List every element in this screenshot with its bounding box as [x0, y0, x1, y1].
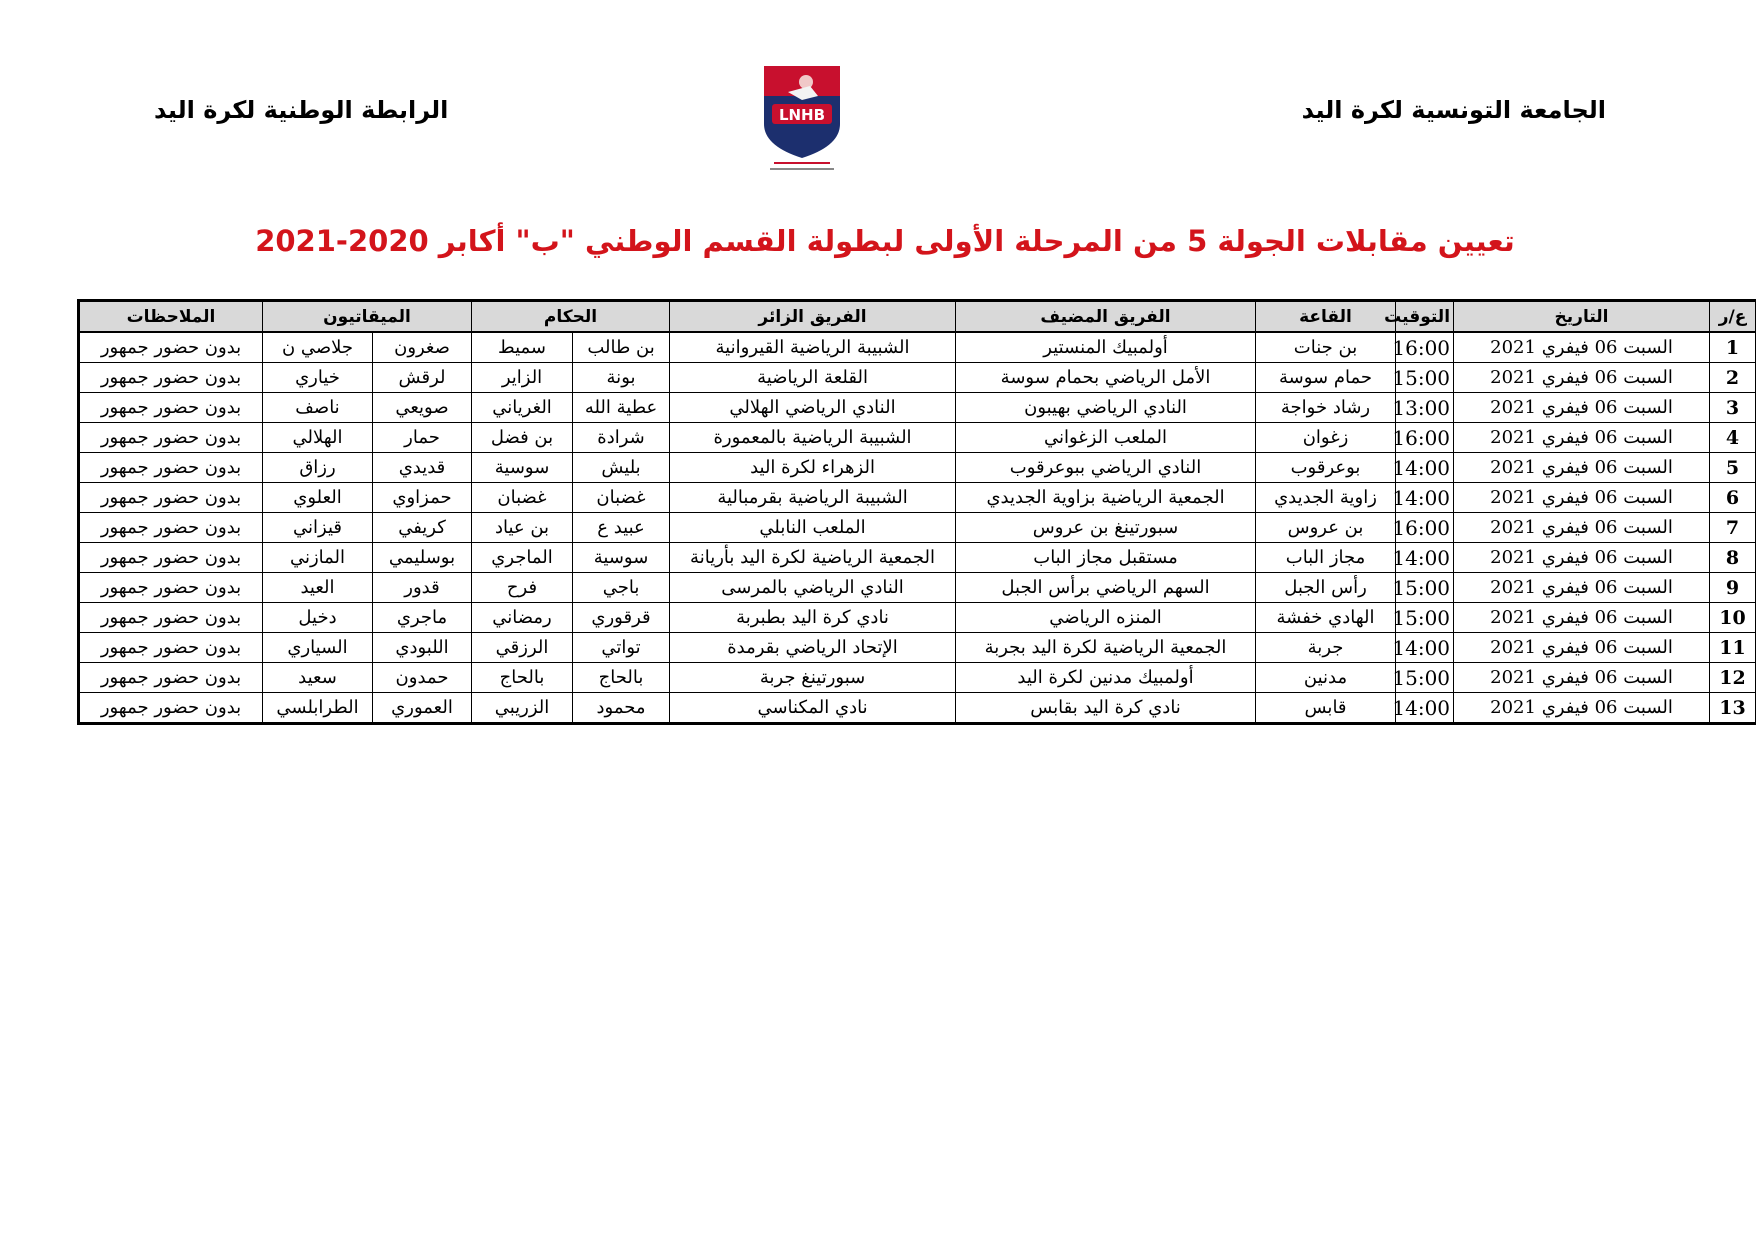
cell-timekeeper-1: لرقش [373, 363, 472, 393]
cell-venue: زغوان [1256, 423, 1396, 453]
table-row [79, 573, 1756, 603]
cell-away-team: سبورتينغ جربة [670, 663, 956, 693]
cell-time: 14:00 [1396, 633, 1454, 663]
page-title: تعيين مقابلات الجولة 5 من المرحلة الأولى لبطولة القسم الوطني "ب" أكابر 2020-2021 [255, 224, 1515, 258]
cell-venue: مدنين [1256, 663, 1396, 693]
cell-away-team: الإتحاد الرياضي بقرمدة [670, 633, 956, 663]
cell-home-team: الجمعية الرياضية بزاوية الجديدي [956, 483, 1256, 513]
cell-venue: حمام سوسة [1256, 363, 1396, 393]
cell-date: السبت 06 فيفري 2021 [1454, 483, 1710, 513]
cell-time: 15:00 [1396, 663, 1454, 693]
cell-notes: بدون حضور جمهور [79, 483, 263, 513]
cell-date: السبت 06 فيفري 2021 [1454, 363, 1710, 393]
federation-name: الجامعة التونسية لكرة اليد [1301, 96, 1606, 124]
cell-num: 10 [1710, 603, 1756, 633]
cell-timekeeper-2: الهلالي [263, 423, 373, 453]
cell-home-team: الجمعية الرياضية لكرة اليد بجربة [956, 633, 1256, 663]
cell-venue: رأس الجبل [1256, 573, 1396, 603]
cell-num: 6 [1710, 483, 1756, 513]
cell-num: 11 [1710, 633, 1756, 663]
cell-notes: بدون حضور جمهور [79, 393, 263, 423]
cell-home-team: الأمل الرياضي بحمام سوسة [956, 363, 1256, 393]
logo-text: LNHB [778, 106, 826, 124]
cell-timekeeper-2: العلوي [263, 483, 373, 513]
cell-time: 15:00 [1396, 363, 1454, 393]
cell-timekeeper-1: حمار [373, 423, 472, 453]
cell-time: 14:00 [1396, 483, 1454, 513]
cell-date: السبت 06 فيفري 2021 [1454, 453, 1710, 483]
table-row [79, 543, 1756, 573]
cell-away-team: نادي كرة اليد بطبربة [670, 603, 956, 633]
header-referees: الحكام [472, 301, 670, 333]
cell-num: 7 [1710, 513, 1756, 543]
cell-num: 12 [1710, 663, 1756, 693]
cell-time: 14:00 [1396, 453, 1454, 483]
cell-num: 9 [1710, 573, 1756, 603]
cell-referee-1: باجي [573, 573, 670, 603]
table-row [79, 423, 1756, 453]
cell-notes: بدون حضور جمهور [79, 693, 263, 724]
cell-venue: بن عروس [1256, 513, 1396, 543]
cell-referee-2: غضبان [472, 483, 573, 513]
cell-referee-2: الرزقي [472, 633, 573, 663]
cell-referee-2: سوسية [472, 453, 573, 483]
cell-home-team: مستقبل مجاز الباب [956, 543, 1256, 573]
cell-home-team: المنزه الرياضي [956, 603, 1256, 633]
league-name: الرابطة الوطنية لكرة اليد [154, 96, 449, 124]
cell-referee-2: فرح [472, 573, 573, 603]
cell-date: السبت 06 فيفري 2021 [1454, 513, 1710, 543]
cell-away-team: النادي الرياضي بالمرسى [670, 573, 956, 603]
cell-num: 4 [1710, 423, 1756, 453]
cell-timekeeper-1: قدور [373, 573, 472, 603]
cell-venue: رشاد خواجة [1256, 393, 1396, 423]
cell-num: 3 [1710, 393, 1756, 423]
cell-referee-1: تواتي [573, 633, 670, 663]
table-row [79, 603, 1756, 633]
cell-time: 13:00 [1396, 393, 1454, 423]
cell-referee-2: سميط [472, 332, 573, 363]
cell-timekeeper-1: بوسليمي [373, 543, 472, 573]
cell-notes: بدون حضور جمهور [79, 573, 263, 603]
cell-referee-1: محمود [573, 693, 670, 724]
table-header-row [79, 301, 1756, 333]
table-row [79, 332, 1756, 363]
header-notes: الملاحظات [79, 301, 263, 333]
cell-num: 2 [1710, 363, 1756, 393]
cell-venue: مجاز الباب [1256, 543, 1396, 573]
cell-notes: بدون حضور جمهور [79, 453, 263, 483]
cell-timekeeper-2: رزاق [263, 453, 373, 483]
cell-date: السبت 06 فيفري 2021 [1454, 603, 1710, 633]
table-row [79, 513, 1756, 543]
cell-num: 5 [1710, 453, 1756, 483]
header-home-team: الفريق المضيف [956, 301, 1256, 333]
cell-referee-1: سوسية [573, 543, 670, 573]
cell-away-team: نادي المكناسي [670, 693, 956, 724]
cell-away-team: الزهراء لكرة اليد [670, 453, 956, 483]
cell-referee-1: شرادة [573, 423, 670, 453]
cell-date: السبت 06 فيفري 2021 [1454, 633, 1710, 663]
cell-timekeeper-1: حمدون [373, 663, 472, 693]
table-row [79, 363, 1756, 393]
cell-timekeeper-1: قديدي [373, 453, 472, 483]
cell-away-team: الشبيبة الرياضية القيروانية [670, 332, 956, 363]
cell-home-team: النادي الرياضي بهيبون [956, 393, 1256, 423]
cell-notes: بدون حضور جمهور [79, 633, 263, 663]
cell-num: 13 [1710, 693, 1756, 724]
table-row [79, 633, 1756, 663]
matches-table [77, 299, 1756, 725]
cell-notes: بدون حضور جمهور [79, 332, 263, 363]
cell-referee-1: قرقوري [573, 603, 670, 633]
cell-home-team: أولمبيك المنستير [956, 332, 1256, 363]
cell-venue: بوعرقوب [1256, 453, 1396, 483]
cell-timekeeper-2: العيد [263, 573, 373, 603]
cell-home-team: سبورتينغ بن عروس [956, 513, 1256, 543]
cell-referee-1: عطية الله [573, 393, 670, 423]
cell-away-team: الملعب النابلي [670, 513, 956, 543]
table-row [79, 393, 1756, 423]
cell-timekeeper-1: صغرون [373, 332, 472, 363]
cell-venue: قابس [1256, 693, 1396, 724]
cell-notes: بدون حضور جمهور [79, 363, 263, 393]
cell-timekeeper-1: صويعي [373, 393, 472, 423]
cell-notes: بدون حضور جمهور [79, 603, 263, 633]
cell-away-team: الجمعية الرياضية لكرة اليد بأريانة [670, 543, 956, 573]
cell-date: السبت 06 فيفري 2021 [1454, 693, 1710, 724]
cell-time: 16:00 [1396, 423, 1454, 453]
table-row [79, 483, 1756, 513]
cell-notes: بدون حضور جمهور [79, 423, 263, 453]
table-row [79, 693, 1756, 724]
cell-home-team: نادي كرة اليد بقابس [956, 693, 1256, 724]
cell-home-team: أولمبيك مدنين لكرة اليد [956, 663, 1256, 693]
cell-away-team: النادي الرياضي الهلالي [670, 393, 956, 423]
cell-referee-1: بونة [573, 363, 670, 393]
cell-referee-2: رمضاني [472, 603, 573, 633]
cell-timekeeper-1: ماجري [373, 603, 472, 633]
table-row [79, 663, 1756, 693]
cell-referee-2: بن فضل [472, 423, 573, 453]
header-num: ع/ر [1710, 301, 1756, 333]
cell-notes: بدون حضور جمهور [79, 663, 263, 693]
cell-timekeeper-2: السياري [263, 633, 373, 663]
cell-timekeeper-1: حمزاوي [373, 483, 472, 513]
cell-home-team: الملعب الزغواني [956, 423, 1256, 453]
cell-referee-1: عبيد ع [573, 513, 670, 543]
header-timekeepers: الميقاتيون [263, 301, 472, 333]
cell-time: 16:00 [1396, 513, 1454, 543]
cell-referee-2: بن عياد [472, 513, 573, 543]
cell-time: 14:00 [1396, 693, 1454, 724]
header-date: التاريخ [1454, 301, 1710, 333]
cell-date: السبت 06 فيفري 2021 [1454, 663, 1710, 693]
cell-timekeeper-2: جلاصي ن [263, 332, 373, 363]
header-time: التوقيت [1396, 301, 1454, 333]
cell-referee-2: بالحاج [472, 663, 573, 693]
cell-num: 8 [1710, 543, 1756, 573]
cell-notes: بدون حضور جمهور [79, 513, 263, 543]
lnhb-logo [758, 62, 846, 174]
cell-date: السبت 06 فيفري 2021 [1454, 543, 1710, 573]
cell-venue: بن جنات [1256, 332, 1396, 363]
cell-time: 14:00 [1396, 543, 1454, 573]
cell-date: السبت 06 فيفري 2021 [1454, 423, 1710, 453]
cell-timekeeper-1: كريفي [373, 513, 472, 543]
cell-away-team: الشبيبة الرياضية بالمعمورة [670, 423, 956, 453]
cell-timekeeper-2: الطرابلسي [263, 693, 373, 724]
cell-time: 16:00 [1396, 332, 1454, 363]
cell-timekeeper-2: خياري [263, 363, 373, 393]
cell-num: 1 [1710, 332, 1756, 363]
cell-timekeeper-2: ناصف [263, 393, 373, 423]
cell-away-team: القلعة الرياضية [670, 363, 956, 393]
cell-timekeeper-2: دخيل [263, 603, 373, 633]
cell-referee-1: بن طالب [573, 332, 670, 363]
cell-venue: الهادي خفشة [1256, 603, 1396, 633]
cell-date: السبت 06 فيفري 2021 [1454, 393, 1710, 423]
cell-timekeeper-2: سعيد [263, 663, 373, 693]
cell-time: 15:00 [1396, 603, 1454, 633]
cell-timekeeper-1: العموري [373, 693, 472, 724]
cell-venue: جربة [1256, 633, 1396, 663]
cell-venue: زاوية الجديدي [1256, 483, 1396, 513]
cell-referee-1: بليش [573, 453, 670, 483]
cell-timekeeper-2: المازني [263, 543, 373, 573]
cell-home-team: النادي الرياضي ببوعرقوب [956, 453, 1256, 483]
cell-away-team: الشبيبة الرياضية بقرمبالية [670, 483, 956, 513]
cell-referee-1: غضبان [573, 483, 670, 513]
cell-referee-2: الزاير [472, 363, 573, 393]
cell-referee-2: الغرياني [472, 393, 573, 423]
cell-date: السبت 06 فيفري 2021 [1454, 573, 1710, 603]
cell-timekeeper-1: اللبودي [373, 633, 472, 663]
cell-date: السبت 06 فيفري 2021 [1454, 332, 1710, 363]
cell-time: 15:00 [1396, 573, 1454, 603]
header-away-team: الفريق الزائر [670, 301, 956, 333]
cell-referee-2: الماجري [472, 543, 573, 573]
header-venue: القاعة [1256, 301, 1396, 333]
cell-home-team: السهم الرياضي برأس الجبل [956, 573, 1256, 603]
cell-notes: بدون حضور جمهور [79, 543, 263, 573]
cell-referee-2: الزريبي [472, 693, 573, 724]
cell-timekeeper-2: قيزاني [263, 513, 373, 543]
cell-referee-1: بالحاج [573, 663, 670, 693]
table-row [79, 453, 1756, 483]
